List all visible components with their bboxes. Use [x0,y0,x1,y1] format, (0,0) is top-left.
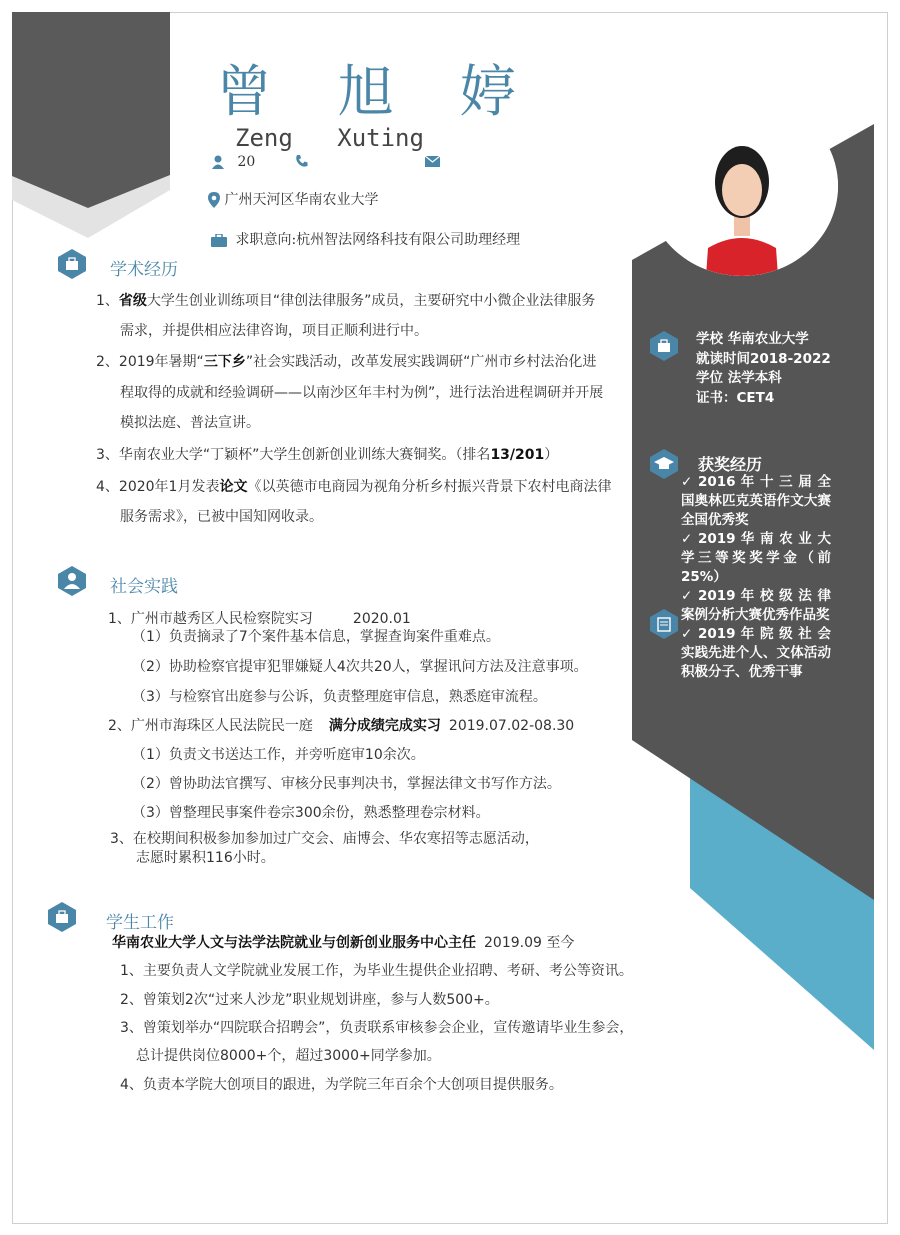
age-value: 20 [237,154,256,170]
email-icon [425,156,440,167]
profile-photo [646,96,838,276]
academic-item-2-cont2: 模拟法庭、普法宣讲。 [120,415,260,431]
awards-title: 获奖经历 [698,455,763,474]
briefcase-icon [211,234,227,247]
work-section-icon [48,902,76,932]
practice-item-3-cont: 志愿时累积116小时。 [136,850,275,866]
academic-item-1-cont: 需求，并提供相应法律咨询，项目正顺利进行中。 [120,323,428,339]
address-text: 广州天河区华南农业大学 [224,192,379,208]
graduation-cap-icon [650,449,678,479]
address-row [208,189,378,209]
job-intent-text: 求职意向:杭州智法网络科技有限公司助理经理 [235,232,521,248]
education-degree: 学位 法学本科 [696,370,782,386]
education-school: 学校 华南农业大学 [696,331,809,347]
practice-org-2-item-2: （2）曾协助法官撰写、审核分民事判决书，掌握法律文书写作方法。 [132,776,561,792]
education-certificate: 证书：CET4 [696,389,775,406]
phone-icon [294,154,308,168]
work-item-2: 2、曾策划2次“过来人沙龙”职业规划讲座，参与人数500+。 [120,992,499,1008]
education-period: 就读时间2018-2022 [696,350,831,367]
top-left-dark-shape [12,12,170,208]
job-intent-row [211,229,520,249]
candidate-name: 曾 旭 婷 [216,60,540,125]
academic-item-4: 4、2020年1月发表论文《以英德市电商园为视角分析乡村振兴背景下农村电商法律 [96,479,612,495]
award-item-2: ✓ 2019 华 南 农 业 大学三等奖奖学金（前25%） [681,531,831,585]
portrait-illustration [646,96,838,276]
awards-list [681,473,831,682]
practice-item-3: 3、在校期间积极参加参加过广交会、庙博会、华农寒招等志愿活动， [110,831,539,847]
practice-section-icon [58,566,86,596]
award-item-3: ✓ 2019 年 校 级 法 律案例分析大赛优秀作品奖 [681,588,831,623]
contact-row [211,154,255,170]
academic-item-3: 3、华南农业大学“丁颖杯”大学生创新创业训练大赛铜奖。（排名13/201） [96,447,559,463]
work-item-3: 3、曾策划举办“四院联合招聘会”，负责联系审核参会企业，宣传邀请毕业生参会， [120,1020,634,1036]
practice-org-1-item-1: （1）负责摘录了7个案件基本信息，掌握查询案件重难点。 [132,629,500,645]
certificate-icon [650,609,678,639]
academic-item-1: 1、省级大学生创业训练项目“律创法律服务”成员，主要研究中小微企业法律服务 [96,293,596,309]
academic-item-2-cont1: 程取得的成就和经验调研——以南沙区年丰村为例”，进行法治进程调研并开展 [120,385,604,401]
work-role: 华南农业大学人文与法学法院就业与创新创业服务中心主任 2019.09 至今 [112,935,575,951]
academic-section-icon [58,249,86,279]
practice-org-2-item-1: （1）负责文书送达工作，并旁听庭审10余次。 [132,747,425,763]
person-icon [211,155,225,169]
practice-org-1: 1、广州市越秀区人民检察院实习 2020.01 [108,611,411,627]
practice-org-2: 2、广州市海珠区人民法院民一庭 满分成绩完成实习 2019.07.02-08.30 [108,718,575,734]
academic-item-2: 2、2019年暑期“三下乡”社会实践活动，改革发展实践调研“广州市乡村法治化进 [96,354,597,370]
work-item-1: 1、主要负责人文学院就业发展工作，为毕业生提供企业招聘、考研、考公等资讯。 [120,963,633,979]
award-item-1: ✓ 2016 年 十 三 届 全国奥林匹克英语作文大赛全国优秀奖 [681,474,831,528]
practice-section-title: 社会实践 [110,577,178,597]
work-section-title: 学生工作 [106,913,174,933]
work-item-4: 4、负责本学院大创项目的跟进，为学院三年百余个大创项目提供服务。 [120,1077,563,1093]
location-pin-icon [208,192,220,208]
academic-section-title: 学术经历 [110,260,178,280]
work-item-3-cont: 总计提供岗位8000+个，超过3000+同学参加。 [136,1048,441,1064]
award-item-4: ✓ 2019 年 院 级 社 会实践先进个人、文体活动积极分子、优秀干事 [681,626,831,680]
academic-item-4-cont: 服务需求》，已被中国知网收录。 [120,509,323,525]
practice-org-2-item-3: （3）曾整理民事案件卷宗300余份，熟悉整理卷宗材料。 [132,805,490,821]
education-icon [650,331,678,361]
education-block [696,330,831,408]
practice-org-1-item-3: （3）与检察官出庭参与公诉，负责整理庭审信息，熟悉庭审流程。 [132,689,547,705]
candidate-name-pinyin: Zeng Xuting [235,124,424,152]
practice-org-1-item-2: （2）协助检察官提审犯罪嫌疑人4次共20人，掌握讯问方法及注意事项。 [132,659,588,675]
